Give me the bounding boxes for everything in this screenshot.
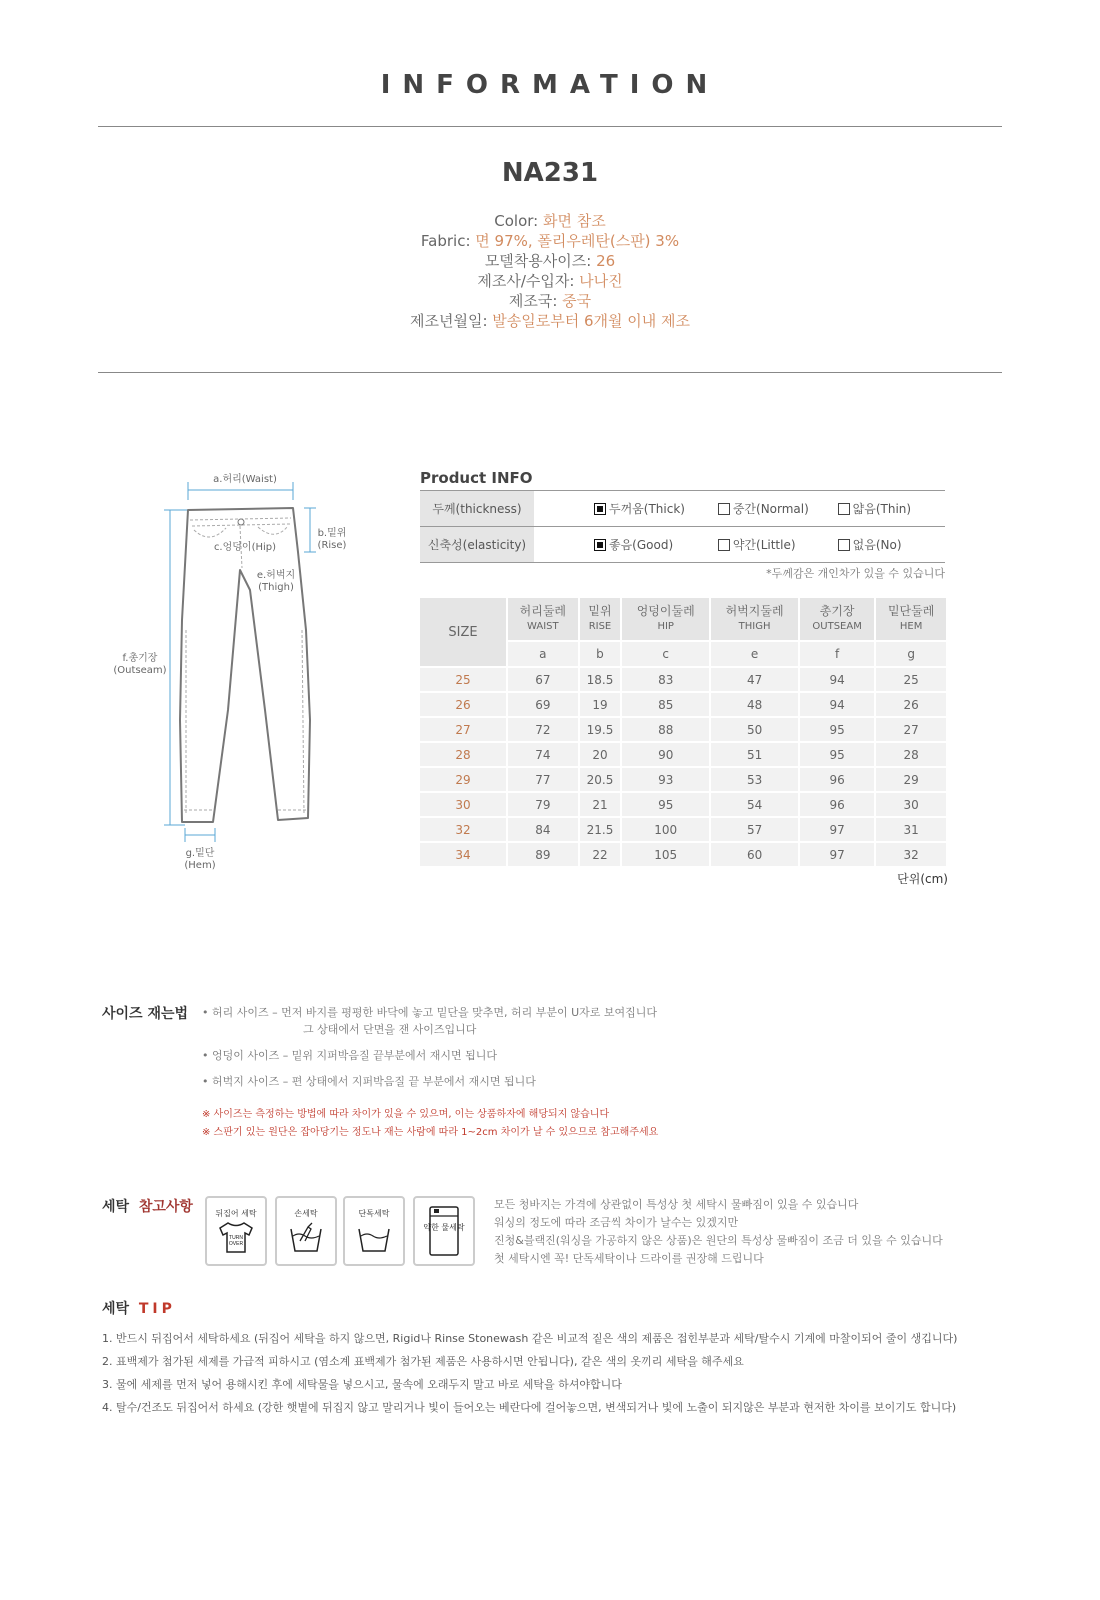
size-column-header: SIZE: [420, 598, 507, 667]
measure-value: 79: [507, 792, 579, 817]
size-value: 25: [420, 667, 507, 692]
measure-value: 95: [621, 792, 710, 817]
measure-value: 21.5: [579, 817, 622, 842]
measure-value: 47: [710, 667, 799, 692]
size-value: 30: [420, 792, 507, 817]
size-row: [420, 817, 947, 842]
wash-note-1: 모든 청바지는 가격에 상관없이 특성상 첫 세탁시 물빠짐이 있을 수 있습니다: [494, 1198, 859, 1211]
measure-value: 18.5: [579, 667, 622, 692]
column-code: c: [621, 641, 710, 667]
size-value: 28: [420, 742, 507, 767]
measure-value: 53: [710, 767, 799, 792]
label-hem: g.밑단 (Hem): [184, 848, 216, 871]
measure-thigh-line: • 허벅지 사이즈 – 편 상태에서 지퍼박음질 끝 부분에서 재시면 됩니다: [202, 1075, 536, 1088]
svg-text:TURN: TURN: [229, 1235, 243, 1241]
measure-value: 50: [710, 717, 799, 742]
spec-maker: 제조사/수입자: 나나진: [477, 272, 623, 290]
size-row: [420, 842, 947, 867]
column-header: 밑단둘레 HEM: [875, 598, 947, 641]
size-value: 32: [420, 817, 507, 842]
wash-icon-card: 단독세탁: [343, 1196, 405, 1266]
wash-icon-card: 손세탁: [275, 1196, 337, 1266]
size-row: [420, 667, 947, 692]
elasticity-label: 신축성(elasticity): [420, 527, 534, 563]
size-value: 27: [420, 717, 507, 742]
wash-icon-card: 약한 물세탁: [413, 1196, 475, 1266]
wash-icon-card: 뒤집어 세탁 TURN OVER: [205, 1196, 267, 1266]
wash-tub-icon: [354, 1219, 394, 1255]
product-info-table: [420, 490, 945, 563]
page-title: INFORMATION: [380, 70, 720, 100]
tip-section-title: 세탁 TIP: [102, 1301, 176, 1317]
size-row: [420, 767, 947, 792]
wash-note-4: 첫 세탁시엔 꼭! 단독세탁이나 드라이를 권장해 드립니다: [494, 1252, 764, 1265]
measure-value: 27: [875, 717, 947, 742]
column-header: 허벅지둘레 THIGH: [710, 598, 799, 641]
checkbox-icon: [838, 539, 850, 551]
spec-date: 제조년월일: 발송일로부터 6개월 이내 제조: [409, 312, 690, 330]
product-info-title: Product INFO: [420, 469, 533, 487]
tip-item: 3. 물에 세제를 먼저 넣어 용해시킨 후에 세탁물을 넣으시고, 물속에 오래두지 말고 바로 세탁을 하셔야합니다: [102, 1378, 622, 1391]
measure-value: 105: [621, 842, 710, 867]
label-outseam: f.총기장 (Outseam): [113, 653, 167, 676]
spec-list: [0, 211, 1100, 331]
measure-waist-line-2: 그 상태에서 단면을 잰 사이즈입니다: [303, 1023, 477, 1036]
column-header: 총기장 OUTSEAM: [799, 598, 875, 641]
column-code: b: [579, 641, 622, 667]
measure-value: 89: [507, 842, 579, 867]
thickness-thick-option: 두꺼움(Thick): [594, 500, 714, 517]
measure-value: 100: [621, 817, 710, 842]
tip-item: 2. 표백제가 첨가된 세제를 가급적 피하시고 (염소계 표백제가 첨가된 제품은 사용하시면 안됩니다), 같은 색의 옷끼리 세탁을 해주세요: [102, 1355, 744, 1368]
size-row: [420, 742, 947, 767]
measure-value: 94: [799, 667, 875, 692]
checkbox-icon: [718, 503, 730, 515]
measure-value: 96: [799, 767, 875, 792]
measure-value: 67: [507, 667, 579, 692]
size-value: 29: [420, 767, 507, 792]
column-header: 밑위 RISE: [579, 598, 622, 641]
divider: [98, 372, 1002, 373]
size-value: 26: [420, 692, 507, 717]
tip-list: [102, 1327, 957, 1419]
measure-value: 94: [799, 692, 875, 717]
tshirt-icon: [216, 1219, 256, 1255]
measure-value: 97: [799, 817, 875, 842]
measure-value: 77: [507, 767, 579, 792]
measure-value: 25: [875, 667, 947, 692]
tip-item: 1. 반드시 뒤집어서 세탁하세요 (뒤집어 세탁을 하지 않으면, Rigid나 Rinse Stonewash 같은 비교적 짙은 색의 제품은 접힌부분과 세탁/탈수시 기계에 마찰이되어 줄이 생깁니다): [102, 1332, 958, 1345]
column-header: 엉덩이둘레 HIP: [621, 598, 710, 641]
measure-value: 22: [579, 842, 622, 867]
size-row: [420, 792, 947, 817]
measure-value: 20.5: [579, 767, 622, 792]
size-warning: ※ 사이즈는 측정하는 방법에 따라 차이가 있을 수 있으며, 이는 상품하자에 해당되지 않습니다: [202, 1109, 610, 1120]
measure-value: 72: [507, 717, 579, 742]
checked-box-icon: [594, 539, 606, 551]
spec-color: Color: 화면 참조: [494, 212, 606, 230]
measure-value: 30: [875, 792, 947, 817]
column-code: g: [875, 641, 947, 667]
checkbox-icon: [838, 503, 850, 515]
measure-value: 20: [579, 742, 622, 767]
column-code: e: [710, 641, 799, 667]
thickness-thin-option: 얇음(Thin): [838, 500, 911, 517]
measure-value: 83: [621, 667, 710, 692]
measure-value: 29: [875, 767, 947, 792]
measure-waist-line: • 허리 사이즈 – 먼저 바지를 평평한 바닥에 놓고 밑단을 맞추면, 허리 부분이 U자로 보여집니다: [202, 1006, 658, 1019]
measure-value: 95: [799, 742, 875, 767]
column-code: f: [799, 641, 875, 667]
elasticity-no-option: 없음(No): [838, 536, 902, 553]
measure-value: 51: [710, 742, 799, 767]
label-waist: a.허리(Waist): [213, 474, 277, 485]
measure-value: 26: [875, 692, 947, 717]
measure-value: 95: [799, 717, 875, 742]
thickness-normal-option: 중간(Normal): [718, 500, 834, 517]
measure-value: 97: [799, 842, 875, 867]
measure-value: 69: [507, 692, 579, 717]
thickness-note: *두께감은 개인차가 있을 수 있습니다: [766, 567, 945, 580]
size-value: 34: [420, 842, 507, 867]
measure-value: 19: [579, 692, 622, 717]
measure-value: 54: [710, 792, 799, 817]
measure-value: 32: [875, 842, 947, 867]
measure-value: 90: [621, 742, 710, 767]
measure-value: 93: [621, 767, 710, 792]
size-row: [420, 692, 947, 717]
size-row: [420, 717, 947, 742]
thickness-row: [420, 491, 945, 527]
checked-box-icon: [594, 503, 606, 515]
wash-section-title: 세탁 참고사항: [102, 1199, 193, 1215]
spec-country: 제조국: 중국: [508, 292, 592, 310]
wash-note-2: 워싱의 정도에 따라 조금씩 차이가 날수는 있겠지만: [494, 1216, 739, 1229]
checkbox-icon: [718, 539, 730, 551]
measure-value: 48: [710, 692, 799, 717]
wash-note-3: 진청&블랙진(워싱을 가공하지 않은 상품)은 원단의 특성상 물빠짐이 조금 더 있을 수 있습니다: [494, 1234, 943, 1247]
unit-label: 단위(cm): [897, 872, 948, 886]
size-table-header: [420, 598, 947, 641]
measure-value: 19.5: [579, 717, 622, 742]
elasticity-good-option: 좋음(Good): [594, 536, 714, 553]
measure-value: 28: [875, 742, 947, 767]
measure-hip-line: • 엉덩이 사이즈 – 밑위 지퍼박음질 끝부분에서 재시면 됩니다: [202, 1049, 497, 1062]
label-rise: b.밑위 (Rise): [317, 528, 347, 551]
model-code: NA231: [501, 158, 599, 188]
measure-value: 96: [799, 792, 875, 817]
measure-value: 57: [710, 817, 799, 842]
spec-model-size: 모델착용사이즈: 26: [484, 252, 616, 270]
measure-value: 60: [710, 842, 799, 867]
column-header: 허리둘레 WAIST: [507, 598, 579, 641]
spec-fabric: Fabric: 면 97%, 폴리우레탄(스판) 3%: [420, 232, 680, 250]
elasticity-little-option: 약간(Little): [718, 536, 834, 553]
elasticity-row: [420, 527, 945, 563]
label-hip: c.엉덩이(Hip): [213, 542, 277, 553]
thickness-label: 두께(thickness): [420, 491, 534, 527]
measure-value: 88: [621, 717, 710, 742]
measure-value: 21: [579, 792, 622, 817]
divider: [98, 126, 1002, 127]
measure-value: 31: [875, 817, 947, 842]
measure-value: 85: [621, 692, 710, 717]
svg-text:OVER: OVER: [228, 1241, 244, 1247]
label-thigh: e.허벅지 (Thigh): [256, 570, 296, 593]
column-code: a: [507, 641, 579, 667]
size-table: [420, 598, 948, 868]
measure-value: 74: [507, 742, 579, 767]
measure-value: 84: [507, 817, 579, 842]
hand-wash-icon: [286, 1219, 326, 1255]
tip-item: 4. 탈수/건조도 뒤집어서 하세요 (강한 햇볕에 뒤집지 않고 말리거나 빛이 들어오는 베란다에 걸어놓으면, 변색되거나 빛에 노출이 되지않은 부분과 현저한 차이를 보이기도 합니다): [102, 1401, 957, 1414]
measure-section-title: 사이즈 재는법: [102, 1006, 189, 1022]
stretch-warning: ※ 스판기 있는 원단은 잡아당기는 정도나 재는 사람에 따라 1~2cm 차이가 날 수 있으므로 참고해주세요: [202, 1127, 659, 1138]
